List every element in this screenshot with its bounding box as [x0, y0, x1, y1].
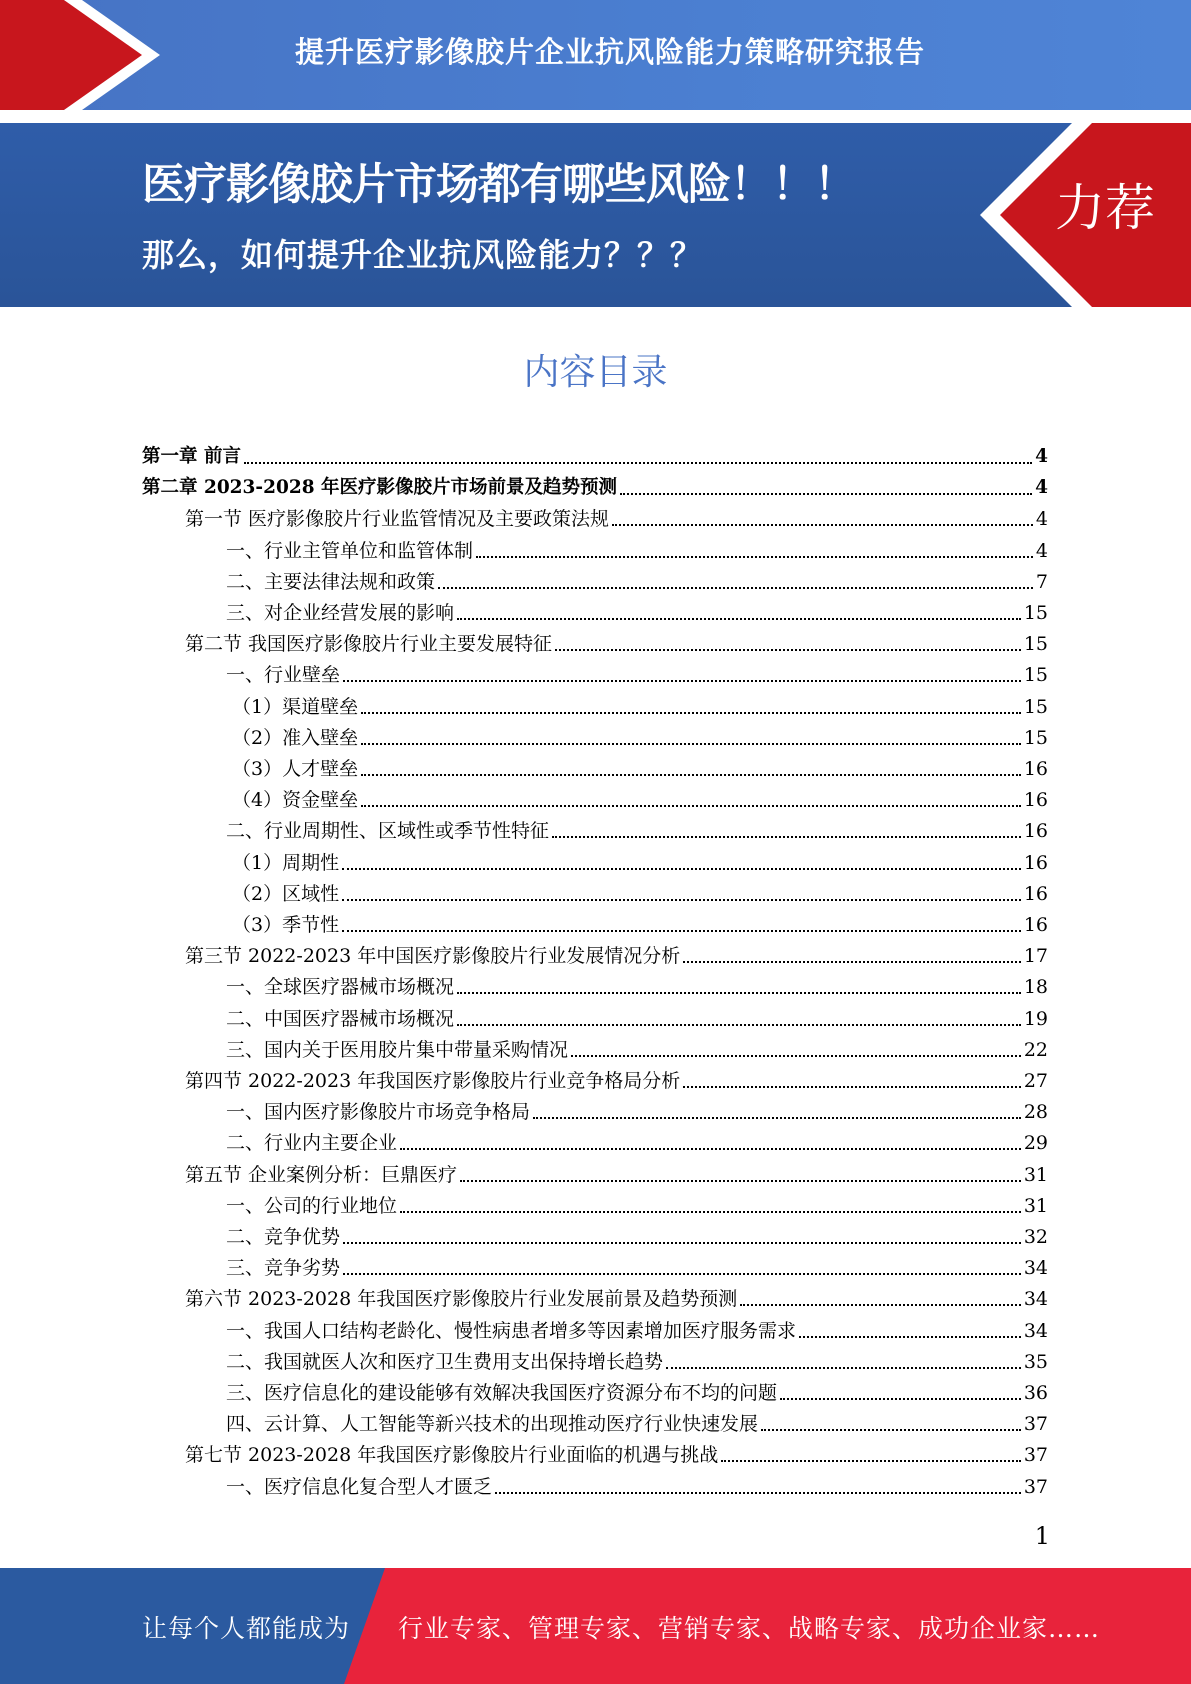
toc-entry[interactable]	[232, 750, 1048, 781]
toc-dot-leader	[244, 462, 1032, 464]
toc-dot-leader	[683, 961, 1021, 963]
toc-entry-label: 三、对企业经营发展的影响	[226, 602, 455, 624]
toc-dot-leader	[343, 1273, 1021, 1275]
toc-entry-label: 一、我国人口结构老龄化、慢性病患者增多等因素增加医疗服务需求	[226, 1319, 797, 1342]
toc-entry-label: （2）准入壁垒	[232, 726, 359, 749]
toc-entry[interactable]	[185, 1436, 1048, 1467]
toc-entry[interactable]	[185, 500, 1048, 531]
toc-entry[interactable]	[226, 812, 1048, 843]
toc-entry-page: 15	[1023, 633, 1048, 656]
toc-entry-page: 17	[1023, 945, 1048, 968]
toc-entry-page: 31	[1023, 1163, 1048, 1186]
toc-dot-leader	[342, 899, 1021, 901]
toc-entry-page: 34	[1023, 1257, 1048, 1280]
toc-entry[interactable]	[185, 625, 1048, 656]
toc-entry-page: 32	[1023, 1226, 1048, 1248]
footer-slogan-right: 行业专家、管理专家、营销专家、战略专家、成功企业家……	[398, 1614, 1101, 1643]
toc-entry-page: 7	[1035, 570, 1048, 593]
toc-dot-leader	[343, 680, 1021, 682]
toc-entry-label: 二、我国就医人次和医疗卫生费用支出保持增长趋势	[226, 1350, 664, 1373]
toc-entry[interactable]	[226, 968, 1048, 999]
toc-entry[interactable]	[226, 563, 1048, 594]
toc-entry-label: 四、云计算、人工智能等新兴技术的出现推动医疗行业快速发展	[226, 1413, 759, 1436]
toc-entry-label: 第四节 2022-2023 年我国医疗影像胶片行业竞争格局分析	[185, 1070, 681, 1092]
toc-entry[interactable]	[232, 875, 1048, 906]
toc-entry-page: 16	[1023, 914, 1048, 936]
toc-entry-label: 第一章 前言	[142, 446, 241, 467]
recommend-badge: 力荐	[1055, 179, 1155, 237]
toc-entry-label: 二、竞争优势	[226, 1226, 341, 1248]
toc-dot-leader	[361, 774, 1021, 776]
toc-entry-page: 22	[1023, 1038, 1048, 1061]
toc-entry[interactable]	[232, 781, 1048, 812]
toc-entry-label: 二、行业内主要企业	[226, 1132, 398, 1155]
toc-entry-page: 4	[1035, 539, 1048, 562]
toc-entry-label: 一、医疗信息化复合型人才匮乏	[226, 1475, 493, 1498]
toc-dot-leader	[457, 992, 1021, 994]
toc-entry-label: （1）渠道壁垒	[232, 695, 359, 718]
toc-entry[interactable]	[185, 937, 1048, 968]
toc-dot-leader	[400, 1148, 1021, 1150]
toc-entry[interactable]	[185, 1156, 1048, 1187]
toc-entry-page: 27	[1023, 1070, 1048, 1092]
toc-dot-leader	[666, 1367, 1021, 1369]
toc-entry-label: （2）区域性	[232, 882, 340, 905]
toc-entry[interactable]	[232, 906, 1048, 937]
toc-entry[interactable]	[226, 1187, 1048, 1218]
toc-dot-leader	[571, 1055, 1021, 1057]
toc-entry[interactable]	[185, 1062, 1048, 1093]
toc-entry-label: 一、全球医疗器械市场概况	[226, 976, 455, 999]
toc-entry[interactable]	[226, 1124, 1048, 1155]
toc-dot-leader	[476, 556, 1033, 558]
toc-entry-label: 二、中国医疗器械市场概况	[226, 1007, 455, 1030]
toc-entry-label: 一、行业壁垒	[226, 664, 341, 687]
toc-entry-label: 第五节 企业案例分析：巨鼎医疗	[185, 1163, 458, 1186]
toc-entry-page: 16	[1023, 882, 1048, 905]
toc-entry-label: 一、国内医疗影像胶片市场竞争格局	[226, 1101, 531, 1124]
toc-entry-label: （3）人才壁垒	[232, 758, 359, 780]
toc-dot-leader	[555, 649, 1021, 651]
toc-entry-label: 第一节 医疗影像胶片行业监管情况及主要政策法规	[185, 508, 610, 531]
toc-entry[interactable]	[226, 1343, 1048, 1374]
toc-entry[interactable]	[226, 1093, 1048, 1124]
toc-entry-page: 37	[1023, 1475, 1048, 1498]
toc-entry-page: 15	[1023, 726, 1048, 749]
toc-entry[interactable]	[226, 656, 1048, 687]
toc-dot-leader	[761, 1429, 1021, 1431]
toc-dot-leader	[438, 587, 1033, 589]
toc-dot-leader	[361, 805, 1021, 807]
toc-entry-page: 16	[1023, 789, 1048, 812]
toc-entry[interactable]	[226, 1468, 1048, 1499]
toc-entry-page: 28	[1023, 1101, 1048, 1124]
toc-entry-page: 15	[1023, 664, 1048, 687]
toc-entry-page: 31	[1023, 1194, 1048, 1217]
toc-title: 内容目录	[523, 352, 668, 393]
toc-entry-page: 4	[1035, 508, 1048, 531]
toc-dot-leader	[612, 524, 1033, 526]
toc-entry-page: 16	[1023, 851, 1048, 874]
toc-entry-page: 4	[1035, 477, 1048, 499]
toc-entry-label: 第三节 2022-2023 年中国医疗影像胶片行业发展情况分析	[185, 945, 681, 968]
toc-dot-leader	[457, 1024, 1021, 1026]
toc-dot-leader	[342, 868, 1021, 870]
toc-entry-page: 15	[1023, 602, 1048, 624]
toc-entry[interactable]	[226, 1249, 1048, 1280]
toc-entry-page: 34	[1023, 1288, 1048, 1311]
toc-dot-leader	[683, 1086, 1021, 1088]
toc-entry-page: 18	[1023, 976, 1048, 999]
toc-entry-label: 三、医疗信息化的建设能够有效解决我国医疗资源分布不均的问题	[226, 1382, 778, 1404]
toc-entry-page: 4	[1035, 446, 1048, 467]
toc-entry[interactable]	[142, 469, 1048, 500]
toc-dot-leader	[361, 712, 1021, 714]
toc-entry-label: 三、竞争劣势	[226, 1257, 341, 1280]
toc-entry[interactable]	[226, 1374, 1048, 1405]
toc-dot-leader	[460, 1180, 1021, 1182]
toc-dot-leader	[343, 1242, 1021, 1244]
toc-entry-label: 第六节 2023-2028 年我国医疗影像胶片行业发展前景及趋势预测	[185, 1288, 738, 1311]
toc-entry[interactable]	[226, 1312, 1048, 1343]
toc-entry-page: 35	[1023, 1350, 1048, 1373]
toc-entry-page: 36	[1023, 1382, 1048, 1404]
banner-title: 医疗影像胶片市场都有哪些风险！！！	[142, 160, 856, 210]
toc-entry[interactable]	[226, 532, 1048, 563]
toc-entry-label: 第二节 我国医疗影像胶片行业主要发展特征	[185, 633, 553, 656]
page-number: 1	[1034, 1522, 1050, 1550]
toc-entry-page: 37	[1023, 1413, 1048, 1436]
report-title: 提升医疗影像胶片企业抗风险能力策略研究报告	[294, 35, 925, 69]
toc-entry-label: 二、行业周期性、区域性或季节性特征	[226, 820, 550, 843]
toc-entry-label: 一、行业主管单位和监管体制	[226, 539, 474, 562]
toc-dot-leader	[620, 493, 1032, 495]
toc-entry-page: 19	[1023, 1007, 1048, 1030]
toc-entry[interactable]	[185, 1280, 1048, 1311]
toc-dot-leader	[533, 1117, 1021, 1119]
footer-slogan-left: 让每个人都能成为	[142, 1614, 351, 1643]
toc-dot-leader	[400, 1211, 1021, 1213]
toc-entry[interactable]	[226, 1218, 1048, 1249]
toc-dot-leader	[495, 1492, 1021, 1494]
toc-entry[interactable]	[142, 438, 1048, 469]
toc-entry[interactable]	[232, 844, 1048, 875]
toc-entry-label: 第七节 2023-2028 年我国医疗影像胶片行业面临的机遇与挑战	[185, 1444, 719, 1467]
toc-entry-label: 第二章 2023-2028 年医疗影像胶片市场前景及趋势预测	[142, 477, 618, 499]
toc-entry-page: 16	[1023, 758, 1048, 780]
toc-entry[interactable]	[232, 688, 1048, 719]
toc-entry-page: 37	[1023, 1444, 1048, 1467]
toc-entry-label: （3）季节性	[232, 914, 340, 936]
banner-subtitle: 那么，如何提升企业抗风险能力？？？	[142, 236, 704, 274]
toc-entry[interactable]	[226, 594, 1048, 625]
toc-dot-leader	[457, 618, 1021, 620]
toc-dot-leader	[721, 1460, 1021, 1462]
toc-entry-label: 二、主要法律法规和政策	[226, 570, 436, 593]
toc-entry-label: （1）周期性	[232, 851, 340, 874]
toc-entry-label: 一、公司的行业地位	[226, 1194, 398, 1217]
toc-dot-leader	[740, 1304, 1021, 1306]
toc-dot-leader	[552, 836, 1021, 838]
toc-entry-label: （4）资金壁垒	[232, 789, 359, 812]
toc-entry[interactable]	[226, 1000, 1048, 1031]
toc-dot-leader	[780, 1398, 1021, 1400]
toc-entry-page: 34	[1023, 1319, 1048, 1342]
toc-entry-label: 三、国内关于医用胶片集中带量采购情况	[226, 1038, 569, 1061]
toc-entry-page: 16	[1023, 820, 1048, 843]
toc-entry-page: 29	[1023, 1132, 1048, 1155]
toc-dot-leader	[799, 1336, 1021, 1338]
toc-dot-leader	[361, 743, 1021, 745]
toc-entry[interactable]	[226, 1031, 1048, 1062]
toc-dot-leader	[342, 930, 1021, 932]
toc-entry[interactable]	[232, 719, 1048, 750]
toc-entry[interactable]	[226, 1405, 1048, 1436]
toc-entry-page: 15	[1023, 695, 1048, 718]
